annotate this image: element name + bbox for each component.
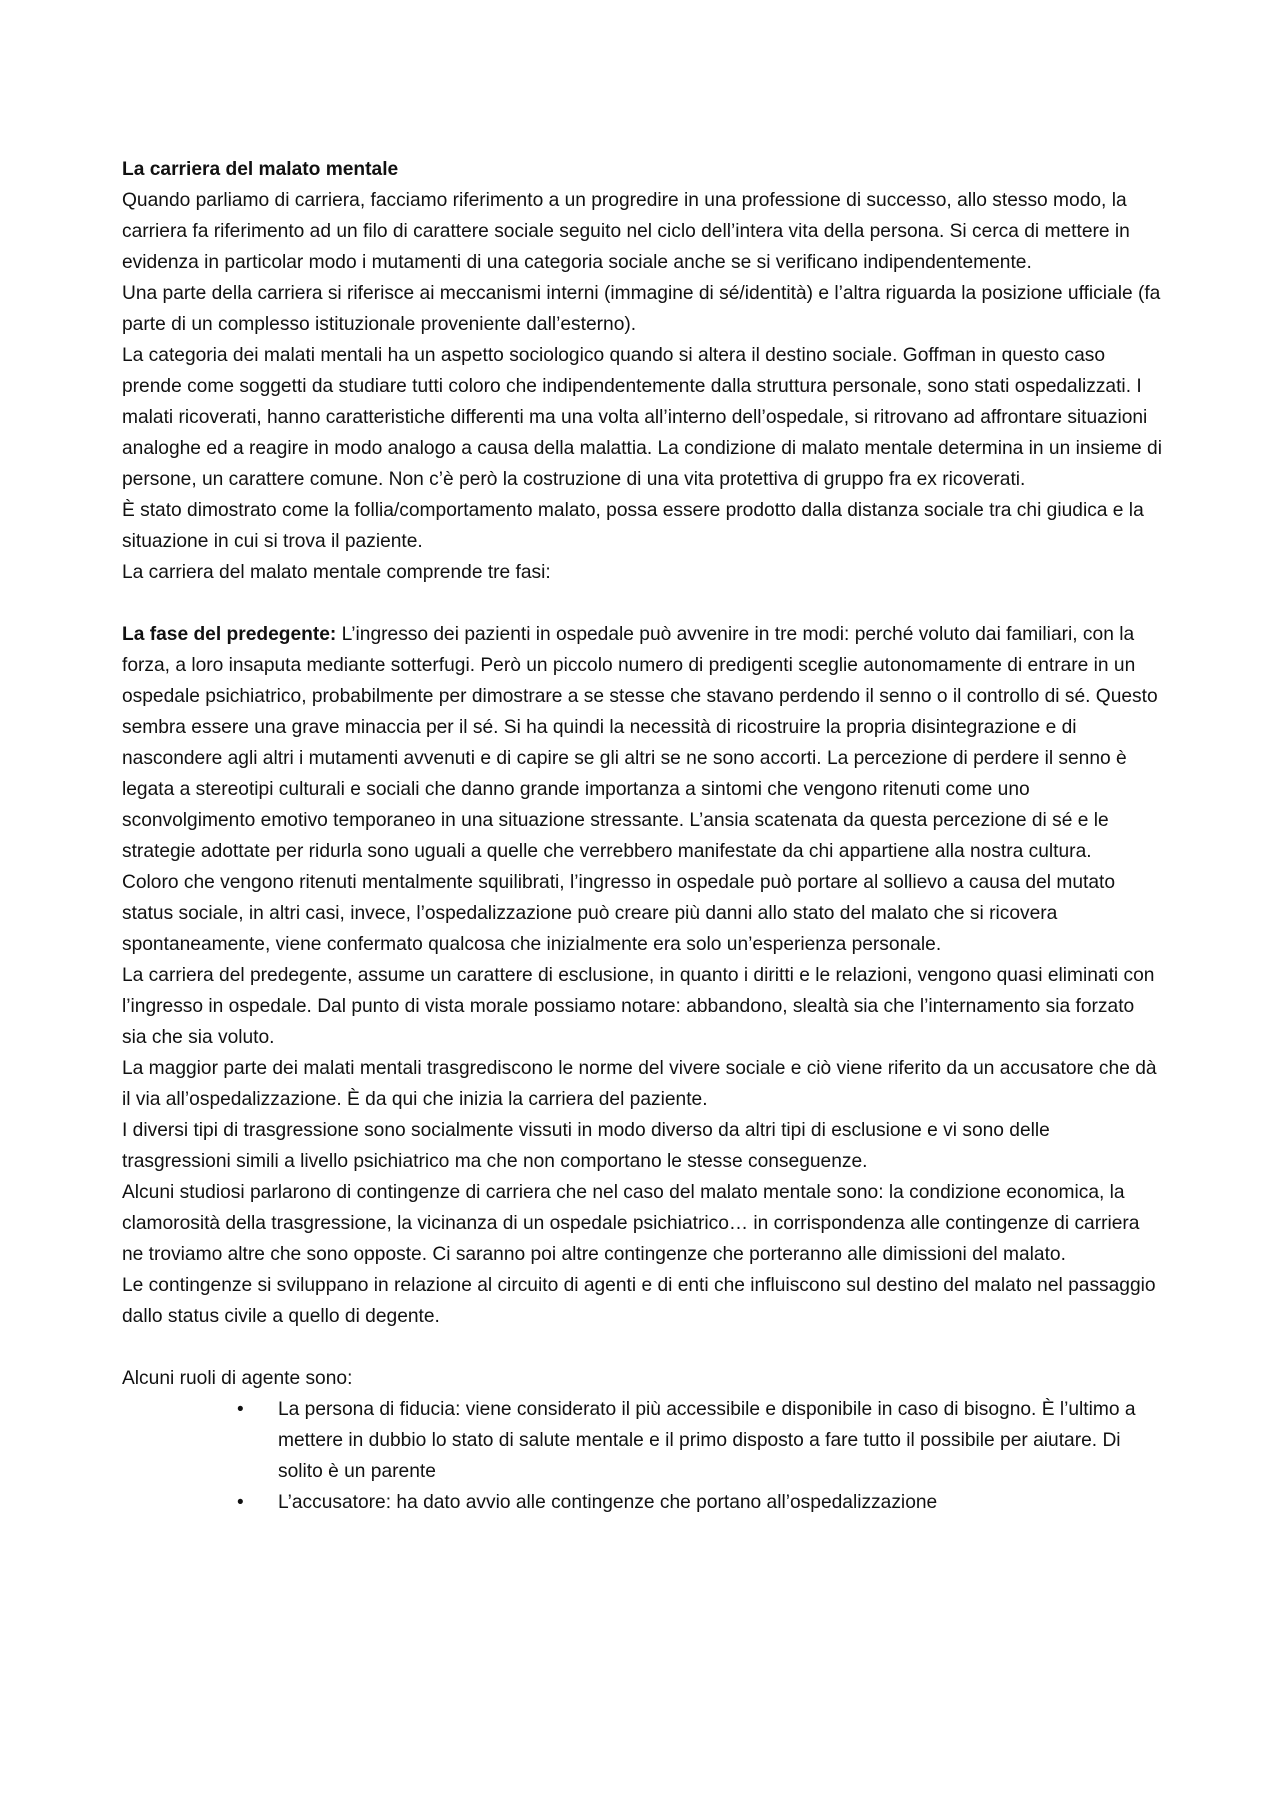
bullet-icon: • (237, 1399, 244, 1420)
phase-text: L’ingresso dei pazienti in ospedale può avvenire in tre modi: perché voluto dai familiari, con la forza, a loro insaputa mediante sotterfugi. Però un piccolo numero di predigenti sceglie autonomamente di entrare in un ospedale psichiatrico, probabilmente per dimostrare a se stesse che stavano perdendo il senno o il controllo di sé. Questo sembra essere una grave minaccia per il sé. Si ha quindi la necessità di ricostruire la propria disintegrazione e di nascondere agli altri i mutamenti avvenuti e di capire se gli altri se ne sono accorti. La percezione di perdere il senno è legata a stereotipi culturali e sociali che danno grande importanza a sintomi che vengono ritenuti come uno sconvolgimento emotivo temporaneo in una situazione stressante. L’ansia scatenata da questa percezione di sé e le strategie adottate per ridurla sono uguali a quelle che verrebbero manifestate da chi appartiene alla nostra cultura. (122, 624, 1158, 862)
intro-paragraph: La categoria dei malati mentali ha un aspetto sociologico quando si altera il destino sociale. Goffman in questo caso prende come soggetti da studiare tutti coloro che indipendentemente dalla struttura personale, sono stati ospedalizzati. I malati ricoverati, hanno caratteristiche differenti ma una volta all’interno dell’ospedale, si ritrovano ad affrontare situazioni analoghe ed a reagire in modo analogo a causa della malattia. La condizione di malato mentale determina in un insieme di persone, un carattere comune. Non c’è però la costruzione di una vita protettiva di gruppo fra ex ricoverati. (122, 345, 1162, 490)
list-item-text: L’accusatore: ha dato avvio alle contingenze che portano all’ospedalizzazione (278, 1492, 938, 1513)
intro-paragraph: La carriera del malato mentale comprende tre fasi: (122, 562, 551, 583)
blank-line (122, 1332, 1162, 1363)
document-page (122, 154, 1162, 1518)
list-item-text: La persona di fiducia: viene considerato il più accessibile e disponibile in caso di bisogno. È l’ultimo a mettere in dubbio lo stato di salute mentale e il primo disposto a fare tutto il possibile per aiutare. Di solito è un parente (278, 1399, 1136, 1482)
phase-paragraph: La maggior parte dei malati mentali trasgrediscono le norme del vivere sociale e ciò viene riferito da un accusatore che dà il via all’ospedalizzazione. È da qui che inizia la carriera del paziente. (122, 1058, 1157, 1110)
intro-paragraph: Quando parliamo di carriera, facciamo riferimento a un progredire in una professione di successo, allo stesso modo, la carriera fa riferimento ad un filo di carattere sociale seguito nel ciclo dell’intera vita della persona. Si cerca di mettere in evidenza in particolar modo i mutamenti di una categoria sociale anche se si verificano indipendentemente. (122, 190, 1130, 273)
intro-paragraph: Una parte della carriera si riferisce ai meccanismi interni (immagine di sé/identità) e l’altra riguarda la posizione ufficiale (fa parte di un complesso istituzionale proveniente dall’esterno). (122, 283, 1161, 335)
phase-paragraph: I diversi tipi di trasgressione sono socialmente vissuti in modo diverso da altri tipi di esclusione e vi sono delle trasgressioni simili a livello psichiatrico ma che non comportano le stesse conseguenze. (122, 1120, 1050, 1172)
phase-paragraph: Coloro che vengono ritenuti mentalmente squilibrati, l’ingresso in ospedale può portare al sollievo a causa del mutato status sociale, in altri casi, invece, l’ospedalizzazione può creare più danni allo stato del malato che si ricovera spontaneamente, viene confermato qualcosa che inizialmente era solo un’esperienza personale. (122, 872, 1115, 955)
blank-line (122, 588, 1162, 619)
phase-paragraph: Alcuni studiosi parlarono di contingenze di carriera che nel caso del malato mentale sono: la condizione economica, la clamorosità della trasgressione, la vicinanza di un ospedale psichiatrico… in corrispondenza alle contingenze di carriera ne troviamo altre che sono opposte. Ci saranno poi altre contingenze che porteranno alle dimissioni del malato. (122, 1182, 1140, 1265)
phase-heading: La fase del predegente: (122, 624, 337, 645)
phase-paragraph (122, 619, 1162, 867)
roles-intro: Alcuni ruoli di agente sono: (122, 1368, 353, 1389)
roles-list (122, 1394, 1162, 1518)
intro-paragraph: È stato dimostrato come la follia/comportamento malato, possa essere prodotto dalla distanza sociale tra chi giudica e la situazione in cui si trova il paziente. (122, 500, 1144, 552)
phase-paragraph: Le contingenze si sviluppano in relazione al circuito di agenti e di enti che influiscono sul destino del malato nel passaggio dallo status civile a quello di degente. (122, 1275, 1156, 1327)
phase-paragraph: La carriera del predegente, assume un carattere di esclusione, in quanto i diritti e le relazioni, vengono quasi eliminati con l’ingresso in ospedale. Dal punto di vista morale possiamo notare: abbandono, slealtà sia che l’internamento sia forzato sia che sia voluto. (122, 965, 1155, 1048)
document-title: La carriera del malato mentale (122, 159, 399, 180)
list-item (237, 1487, 1162, 1518)
bullet-icon: • (237, 1492, 244, 1513)
list-item (237, 1394, 1162, 1487)
